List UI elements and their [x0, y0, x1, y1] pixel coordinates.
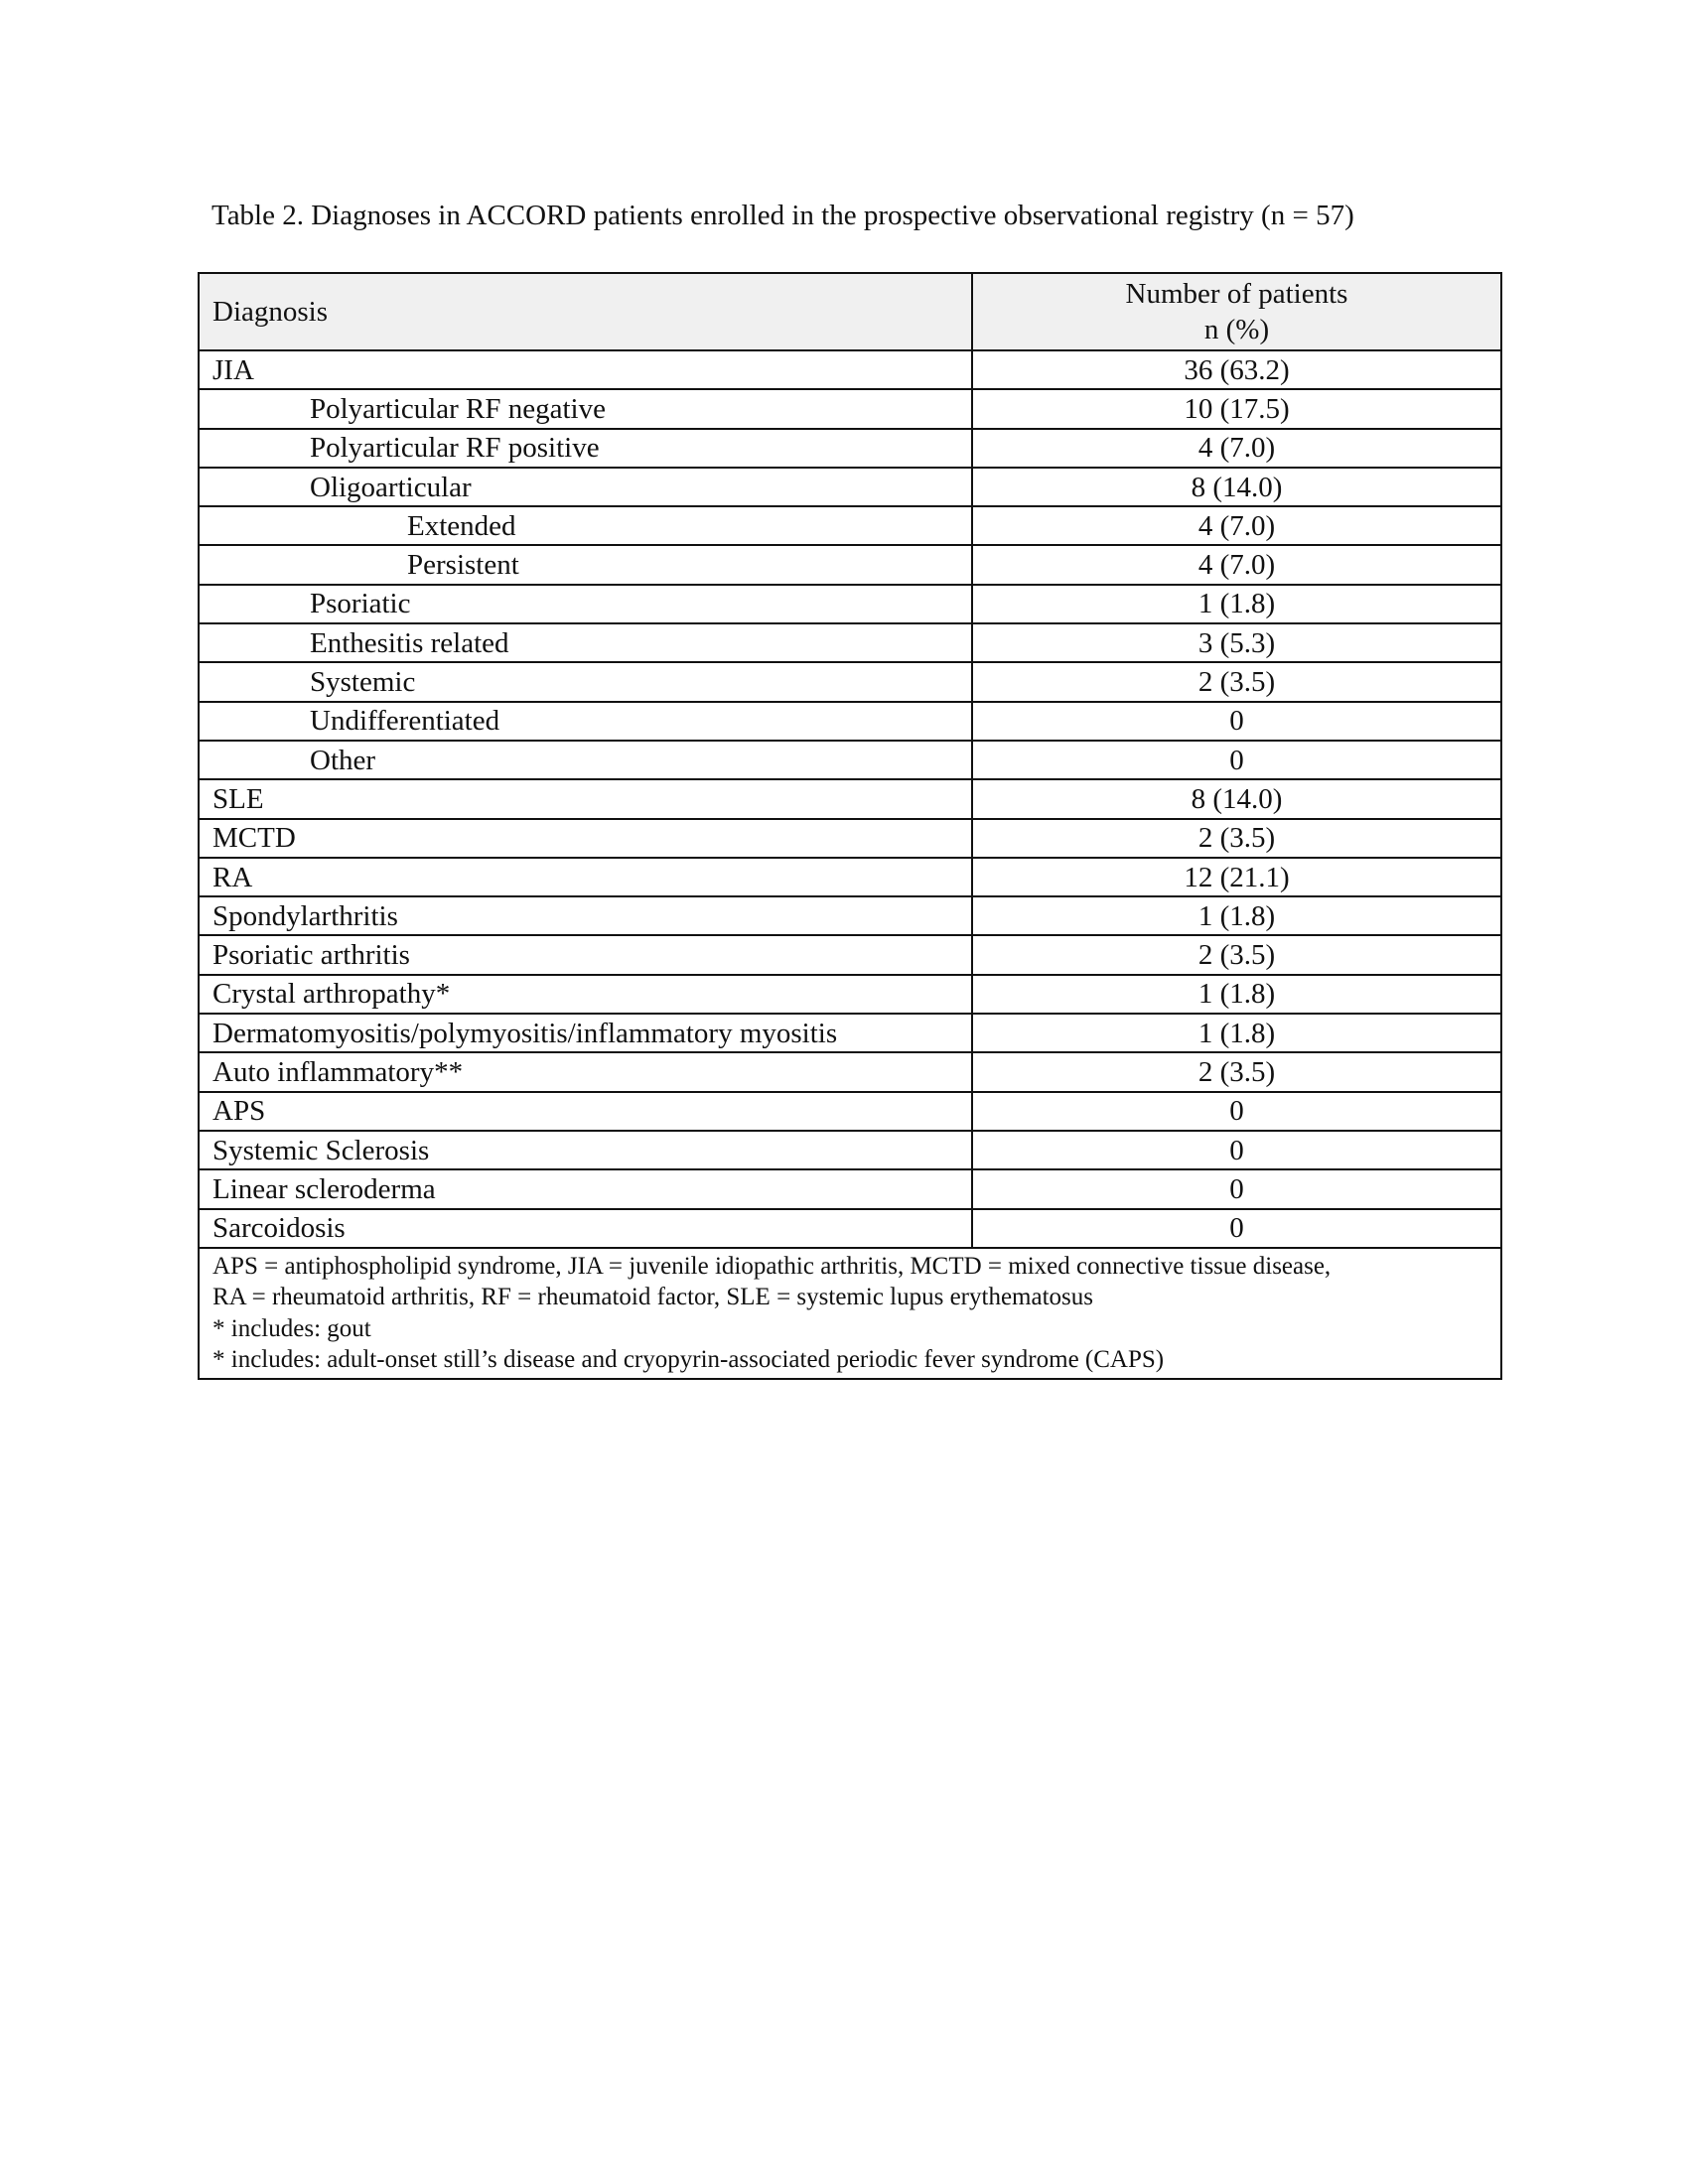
- diagnosis-cell: Linear scleroderma: [199, 1169, 972, 1208]
- diagnosis-cell: Systemic Sclerosis: [199, 1131, 972, 1169]
- diagnosis-cell: Dermatomyositis/polymyositis/inflammatory myositis: [199, 1014, 972, 1052]
- footnote-abbreviations-1: APS = antiphospholipid syndrome, JIA = juvenile idiopathic arthritis, MCTD = mixed connective tissue disease,: [212, 1252, 1332, 1280]
- diagnosis-cell: Auto inflammatory**: [199, 1052, 972, 1091]
- table-row: [199, 1052, 1501, 1091]
- diagnosis-cell: MCTD: [199, 819, 972, 858]
- table-header-row: [199, 273, 1501, 350]
- patient-count-cell: 8 (14.0): [972, 468, 1501, 506]
- table-row: [199, 429, 1501, 468]
- table-row: [199, 1131, 1501, 1169]
- patient-count-cell: 3 (5.3): [972, 623, 1501, 662]
- diagnosis-cell: Polyarticular RF positive: [199, 429, 972, 468]
- patient-count-cell: 1 (1.8): [972, 975, 1501, 1014]
- diagnosis-cell: Polyarticular RF negative: [199, 389, 972, 428]
- patient-count-cell: 1 (1.8): [972, 585, 1501, 623]
- diagnosis-cell: APS: [199, 1092, 972, 1131]
- diagnosis-cell: Extended: [199, 506, 972, 545]
- table-row: [199, 702, 1501, 741]
- footnote-row: [199, 1248, 1501, 1379]
- diagnosis-cell: Systemic: [199, 662, 972, 701]
- diagnosis-cell: Sarcoidosis: [199, 1209, 972, 1248]
- table-row: [199, 779, 1501, 818]
- table-row: [199, 1169, 1501, 1208]
- table-row: [199, 585, 1501, 623]
- patient-count-cell: 10 (17.5): [972, 389, 1501, 428]
- table-row: [199, 1014, 1501, 1052]
- header-count-line2: n (%): [1203, 314, 1270, 345]
- table-row: [199, 975, 1501, 1014]
- footnotes: [199, 1248, 1501, 1379]
- table-row: [199, 468, 1501, 506]
- patient-count-cell: 1 (1.8): [972, 1014, 1501, 1052]
- patient-count-cell: 1 (1.8): [972, 896, 1501, 935]
- table-row: [199, 896, 1501, 935]
- patient-count-cell: 4 (7.0): [972, 545, 1501, 584]
- diagnosis-cell: Crystal arthropathy*: [199, 975, 972, 1014]
- patient-count-cell: 0: [972, 741, 1501, 779]
- diagnosis-cell: Persistent: [199, 545, 972, 584]
- patient-count-cell: 4 (7.0): [972, 429, 1501, 468]
- diagnosis-cell: JIA: [199, 350, 972, 389]
- table-row: [199, 741, 1501, 779]
- table-row: [199, 1209, 1501, 1248]
- table-row: [199, 858, 1501, 896]
- patient-count-cell: 0: [972, 1209, 1501, 1248]
- footnote-abbreviations-2: RA = rheumatoid arthritis, RF = rheumatoid factor, SLE = systemic lupus erythematosus: [212, 1284, 1093, 1311]
- patient-count-cell: 2 (3.5): [972, 1052, 1501, 1091]
- table-row: [199, 623, 1501, 662]
- patient-count-cell: 0: [972, 1169, 1501, 1208]
- diagnosis-cell: Psoriatic arthritis: [199, 935, 972, 974]
- patient-count-cell: 0: [972, 702, 1501, 741]
- table-row: [199, 350, 1501, 389]
- patient-count-cell: 0: [972, 1092, 1501, 1131]
- patient-count-cell: 2 (3.5): [972, 662, 1501, 701]
- diagnosis-cell: SLE: [199, 779, 972, 818]
- header-count-line1: Number of patients: [1125, 278, 1348, 310]
- footnote-autoinflammatory: * includes: adult-onset still’s disease and cryopyrin-associated periodic fever syndrome (CAPS): [212, 1346, 1165, 1374]
- diagnosis-cell: Undifferentiated: [199, 702, 972, 741]
- diagnosis-cell: Enthesitis related: [199, 623, 972, 662]
- patient-count-cell: 4 (7.0): [972, 506, 1501, 545]
- table-row: [199, 819, 1501, 858]
- table-row: [199, 662, 1501, 701]
- table-row: [199, 1092, 1501, 1131]
- table-caption: Table 2. Diagnoses in ACCORD patients enrolled in the prospective observational registry (n = 57): [211, 200, 1354, 231]
- patient-count-cell: 36 (63.2): [972, 350, 1501, 389]
- footnote-crystal: * includes: gout: [212, 1314, 371, 1342]
- patient-count-cell: 12 (21.1): [972, 858, 1501, 896]
- table-row: [199, 506, 1501, 545]
- patient-count-cell: 2 (3.5): [972, 819, 1501, 858]
- table-row: [199, 545, 1501, 584]
- header-number-of-patients: [972, 273, 1501, 350]
- patient-count-cell: 0: [972, 1131, 1501, 1169]
- patient-count-cell: 8 (14.0): [972, 779, 1501, 818]
- patient-count-cell: 2 (3.5): [972, 935, 1501, 974]
- diagnosis-cell: Psoriatic: [199, 585, 972, 623]
- diagnosis-cell: RA: [199, 858, 972, 896]
- diagnosis-cell: Spondylarthritis: [199, 896, 972, 935]
- diagnosis-cell: Oligoarticular: [199, 468, 972, 506]
- diagnoses-table: [198, 272, 1502, 1380]
- header-diagnosis: Diagnosis: [199, 273, 972, 350]
- table-row: [199, 935, 1501, 974]
- diagnosis-cell: Other: [199, 741, 972, 779]
- table-row: [199, 389, 1501, 428]
